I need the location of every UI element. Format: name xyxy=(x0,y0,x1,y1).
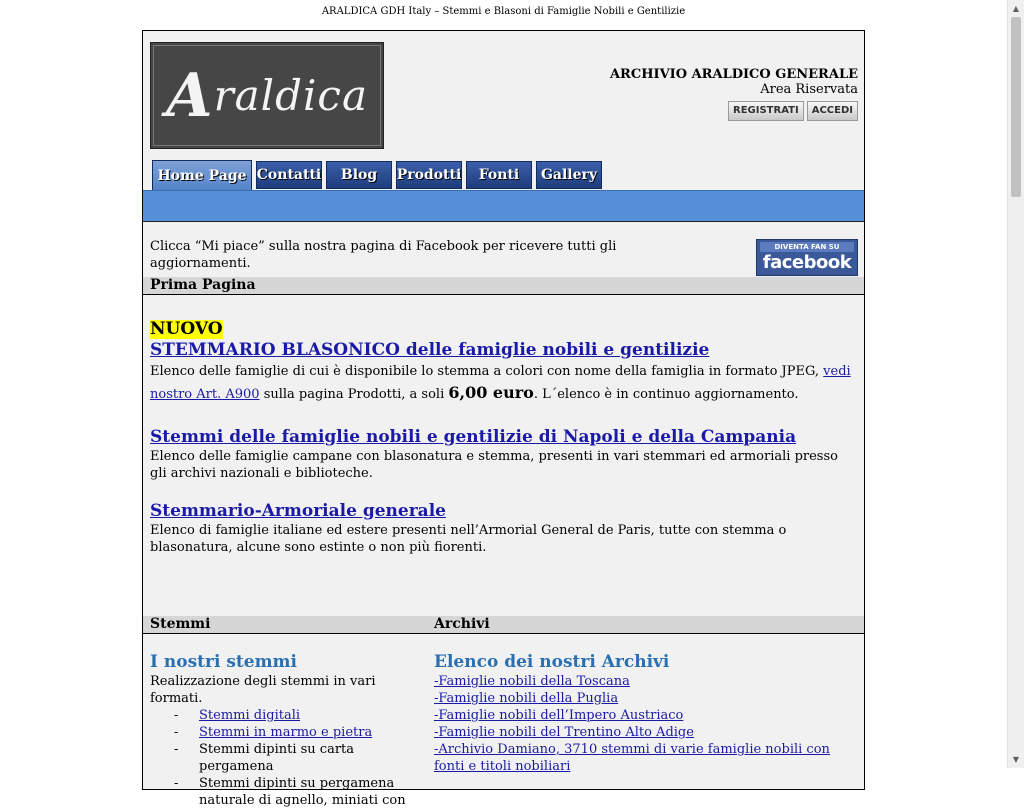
list-item: - Stemmi dipinti su carta pergamena xyxy=(174,742,355,774)
login-button[interactable]: ACCEDI xyxy=(807,101,858,121)
news-section xyxy=(150,320,856,556)
page-container xyxy=(142,30,865,808)
account-buttons xyxy=(610,101,858,121)
archivio-damiano-link[interactable]: -Archivio Damiano, 3710 stemmi di varie famiglie nobili con fonti e titoli nobiliari xyxy=(434,742,830,774)
art-a900-link[interactable]: vedi nostro Art. A900 xyxy=(150,364,851,402)
facebook-logo: facebook xyxy=(762,252,852,273)
facebook-fan-button[interactable] xyxy=(756,239,858,276)
reserved-area-label: Area Riservata xyxy=(760,82,858,97)
vertical-scrollbar[interactable] xyxy=(1007,0,1024,768)
stemmario-armoriale-text: Elenco di famiglie italiane ed estere presenti nell’Armorial General de Paris, tutte con stemma o blasonatura, alcune sono estinte o non più fiorenti. xyxy=(150,523,787,555)
stemmi-archivi-bar xyxy=(143,616,864,634)
archivi-title: Elenco dei nostri Archivi xyxy=(434,652,670,672)
site-header xyxy=(143,31,864,190)
list-item: - Stemmi dipinti su pergamena naturale di agnello, miniati con xyxy=(174,776,406,808)
stemmario-blasonico-text: Elenco delle famiglie di cui è disponibile lo stemma a colori con nome della famiglia in formato JPEG, vedi nostro Art. A900 sulla pagina Prodotti, a soli 6,00 euro. L´elenco è in continuo aggiornamento. xyxy=(150,364,851,402)
logo-text: Araldica xyxy=(166,60,368,131)
price: 6,00 euro xyxy=(448,383,534,402)
stemmario-armoriale-link[interactable]: Stemmario-Armoriale generale xyxy=(150,501,446,521)
scroll-up-icon[interactable]: ▲ xyxy=(1012,4,1020,13)
account-area xyxy=(610,67,858,121)
site-logo[interactable] xyxy=(150,42,384,149)
tab-prodotti[interactable]: Prodotti xyxy=(396,161,462,189)
nuovo-badge: NUOVO xyxy=(150,319,223,339)
page-title: ARALDICA GDH Italy – Stemmi e Blasoni di Famiglie Nobili e Gentilizie xyxy=(321,6,686,17)
stemmi-digitali-link[interactable]: Stemmi digitali xyxy=(199,708,301,723)
scroll-down-icon[interactable]: ▼ xyxy=(1012,755,1020,764)
archivi-column xyxy=(434,651,854,775)
nav-bar xyxy=(143,190,864,222)
archivi-bar-title: Archivi xyxy=(434,616,490,632)
stemmi-column xyxy=(150,651,425,809)
archivio-austria-link[interactable]: -Famiglie nobili dell’Impero Austriaco xyxy=(434,708,684,723)
prima-pagina-title: Prima Pagina xyxy=(150,277,256,293)
archivio-toscana-link[interactable]: -Famiglie nobili della Toscana xyxy=(434,674,630,689)
tab-home-page[interactable]: Home Page xyxy=(152,160,252,190)
archivio-puglia-link[interactable]: -Famiglie nobili della Puglia xyxy=(434,691,619,706)
stemmi-marmo-link[interactable]: Stemmi in marmo e pietra xyxy=(199,725,373,740)
tab-contatti[interactable]: Contatti xyxy=(256,161,322,189)
nostri-stemmi-title: I nostri stemmi xyxy=(150,652,297,672)
stemmi-bar-title: Stemmi xyxy=(150,616,211,632)
facebook-badge-top: DIVENTA FAN SU xyxy=(760,242,854,252)
napoli-campania-text: Elenco delle famiglie campane con blasonatura e stemma, presenti in vari stemmari ed armoriali presso gli archivi nazionali e biblioteche. xyxy=(150,449,838,481)
scroll-thumb[interactable] xyxy=(1011,17,1021,197)
list-item: - Stemmi digitali xyxy=(174,708,301,723)
facebook-invite-text: Clicca “Mi piace” sulla nostra pagina di Facebook per ricevere tutti gli aggiornamenti. xyxy=(150,239,617,271)
tab-fonti[interactable]: Fonti xyxy=(466,161,532,189)
tab-blog[interactable]: Blog xyxy=(326,161,392,189)
tab-gallery[interactable]: Gallery xyxy=(536,161,602,189)
stemmi-intro: Realizzazione degli stemmi in vari formati. xyxy=(150,674,376,706)
list-item: - Stemmi in marmo e pietra xyxy=(174,725,373,740)
napoli-campania-link[interactable]: Stemmi delle famiglie nobili e gentilizie di Napoli e della Campania xyxy=(150,427,797,447)
register-button[interactable]: REGISTRATI xyxy=(728,101,804,121)
archivio-trentino-link[interactable]: -Famiglie nobili del Trentino Alto Adige xyxy=(434,725,694,740)
archive-title: ARCHIVIO ARALDICO GENERALE xyxy=(609,67,858,82)
stemmario-blasonico-link[interactable]: STEMMARIO BLASONICO delle famiglie nobili e gentilizie xyxy=(150,340,710,360)
prima-pagina-bar xyxy=(143,277,864,295)
main-nav xyxy=(152,160,602,190)
